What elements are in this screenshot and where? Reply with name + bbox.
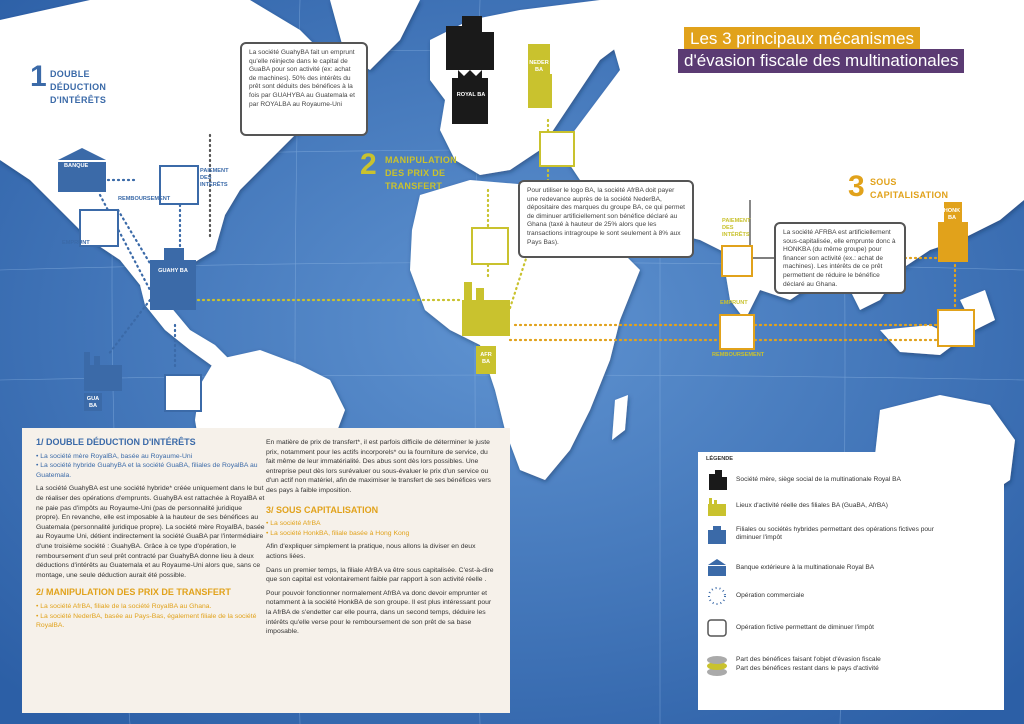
afr-ba-label: AFR BA	[480, 352, 492, 365]
remboursement-label-right: REMBOURSEMENT	[712, 352, 765, 358]
section-3-body: Afin d'expliquer simplement la pratique, nous allons la diviser en deux actions liées.	[266, 543, 476, 560]
section-1-bullet: • La société mère RoyalBA, basée au Royaume-Uni	[36, 452, 193, 460]
explanation-panel	[22, 428, 510, 713]
neder-ba-label: NEDER BA	[529, 60, 549, 73]
title-line1: Les 3 principaux mécanismes	[684, 27, 920, 51]
mechanism-3-number: 3	[848, 170, 865, 203]
section-3-heading: 3/ SOUS CAPITALISATION	[266, 504, 379, 515]
building-blue-icon	[706, 524, 728, 544]
mechanism-3-title: SOUS CAPITALISATION	[870, 177, 949, 200]
section-1-bullet: • La société hybride GuahyBA et la société GuaBA, filiales de RoyalBA au Guatemala.	[36, 462, 258, 479]
paiement-interets-label-right: PAIEMENT DES INTÉRÊTS	[722, 218, 751, 238]
section-1-heading: 1/ DOUBLE DÉDUCTION D'INTÉRÊTS	[36, 437, 196, 447]
royal-ba-label: ROYAL BA	[456, 92, 486, 98]
neder-ba-building-icon	[528, 44, 552, 108]
afrba-royalty-callout: Pour utiliser le logo BA, la société AfrBA doit payer une redevance auprès de la société NederBA, dépositaire des marques du groupe BA, ce qui permet de diminuer artificiellement son bénéfice déclaré au Ghana (taxé à hauteur de 25% alors que les transactions intragroupe le sont seulement à 8% aux Pays Bas).	[518, 180, 694, 258]
section-3-body: Pour pouvoir fonctionner normalement AfrBA va donc devoir emprunter et notamment à la société HonkBA de son groupe. Il est plus intéressant pour la AfrBA de s'endetter car elle pourra, dans un second temps, déduire les intérêts qu'elle verse pour le remboursement de son prêt de sa base imposable.	[266, 589, 492, 636]
title-line2: d'évasion fiscale des multinationales	[678, 49, 964, 73]
guahy-ba-label: GUAHY BA	[158, 268, 188, 274]
royal-ba-building-icon	[446, 16, 494, 124]
section-3-bullet: • La société HonkBA, filiale basée à Hong Kong	[266, 529, 410, 537]
bank-blue-icon	[706, 558, 728, 578]
mechanism-1-title: DOUBLE DÉDUCTION D'INTÉRÊTS	[50, 69, 107, 105]
mechanism-1-number: 1	[30, 60, 47, 93]
legend-item: Part des bénéfices faisant l'objet d'évasion fiscale Part des bénéfices restant dans le pays d'activité	[706, 650, 998, 690]
gua-ba-label: GUA BA	[86, 396, 100, 409]
section-2-3	[266, 438, 498, 641]
intro-text: Voici un cas fictif d'une multinationale regroupant la société mère et différentes filiales du même groupe. L'illustration de ces mécanismes montre que les grandes entreprises peuvent tirer profit des failles du système fiscal international en utilisant les différences entre les législations nationales. En avoir connaissance permet à la société civile d'interpeller plus facilement les administrations fiscales et le gouvernement de leur pays dans le cadre de la mise en place de législations fiscales justes concernant les activités des grandes entreprises opérant dans leur pays.	[676, 87, 991, 145]
section-3-bullet: • La société AfrBA	[266, 520, 321, 528]
section-3-body: Dans un premier temps, la filiale AfrBA va être sous capitalisée. C'est-à-dire que son capital est volontairement faible par rapport à son activité réelle .	[266, 566, 494, 584]
section-2-body: En matière de prix de transfert*, il est parfois difficile de déterminer le juste prix, notamment pour les actifs incorporels* ou la fourniture de service, du fait même de leur immatérialité. Des abus sont dès lors possibles. Une entreprise peut dès lors surévaluer ou sous-évaluer le prix d'un service ou d'un actif non matériel, afin de maximiser le transfert de ses bénéfices vers des pays à faible imposition.	[266, 439, 491, 494]
legend-title: LÉGENDE	[706, 456, 734, 462]
factory-yellow-icon	[706, 496, 728, 516]
emprunt-label-right: EMPRUNT	[720, 300, 748, 306]
remboursement-label-left: REMBOURSEMENT	[118, 196, 171, 202]
emprunt-label-left: EMPRUNT	[62, 240, 90, 246]
mechanism-2-title: MANIPULATION DES PRIX DE TRANSFERT	[385, 155, 457, 191]
section-1	[36, 438, 266, 635]
honk-ba-label: HONK BA	[943, 208, 961, 221]
section-2-bullet: • La société AfrBA, filiale de la société RoyalBA au Ghana.	[36, 602, 212, 610]
paiement-interets-label-left: PAIEMENT DES INTÉRÊTS	[200, 168, 229, 188]
bank-label: BANQUE	[64, 163, 89, 169]
coins-pile-icon	[706, 650, 728, 680]
section-2-bullet: • La société NederBA, basée au Pays-Bas, également filiale de la société RoyalBA.	[36, 612, 257, 630]
section-2-heading: 2/ MANIPULATION DES PRIX DE TRANSFERT	[36, 587, 231, 598]
section-1-body: La société GuahyBA est une société hybride* créée uniquement dans le but de réaliser des opérations d'emprunts. GuahyBA est rattachée à RoyalBA et ne paie pas d'impôts au Royaume-Uni (pas de personnalité juridique propre). En revanche, elle est imposable à la hauteur de ses bénéfices au Guatemala (personnalité juridique propre). La société mère RoyalBA, basée au Royaume Uni, détient indirectement la société GuaBA par l'intermédiaire d'une troisième société : GuahyBA. Grâce à ce type d'opération, le remboursement d'un seul prêt contracté par GuahyBA donne lieu à deux déductions d'intérêts au Guatemala et au Royaume-Uni alors que, sans ce montage, une seule déduction aurait été possible.	[36, 485, 265, 579]
afrba-capital-callout: La société AFRBA est artificiellement sous-capitalisée, elle emprunte donc à HONKBA (du même groupe) pour financer son activité (ex.: achat de machines). Les intérêts de ce prêt permettent de réduire le bénéfice déclaré au Ghana.	[774, 222, 906, 294]
dotted-circle-icon	[706, 586, 728, 606]
rounded-square-icon	[706, 618, 728, 638]
legend: LÉGENDE Société mère, siège social de la multinationale Royal BA Lieux d'activité réelle des filiales BA (GuaBA, AfrBA) Filiales ou sociétés hybrides permettant des opérations fictives pour diminuer l'impôt Banque extérieure à la multinationale Royal BA Opération commerciale Opération fictive permettant de diminuer l'impôt Part des bénéfices faisant l'objet d'évasion fiscale Part des bénéfices restant dans le pays d'activité	[698, 452, 1004, 710]
mechanism-2-number: 2	[360, 148, 377, 181]
building-black-icon	[706, 470, 728, 490]
guahyba-callout: La société GuahyBA fait un emprunt qu'elle réinjecte dans le capital de GuaBA pour son activité (ex: achat de machines). 50% des intérêts du prêt sont déduits des bénéfices à la fois par GUAHYBA au Guatemala et par ROYALBA au Royaume-Uni	[240, 42, 368, 136]
